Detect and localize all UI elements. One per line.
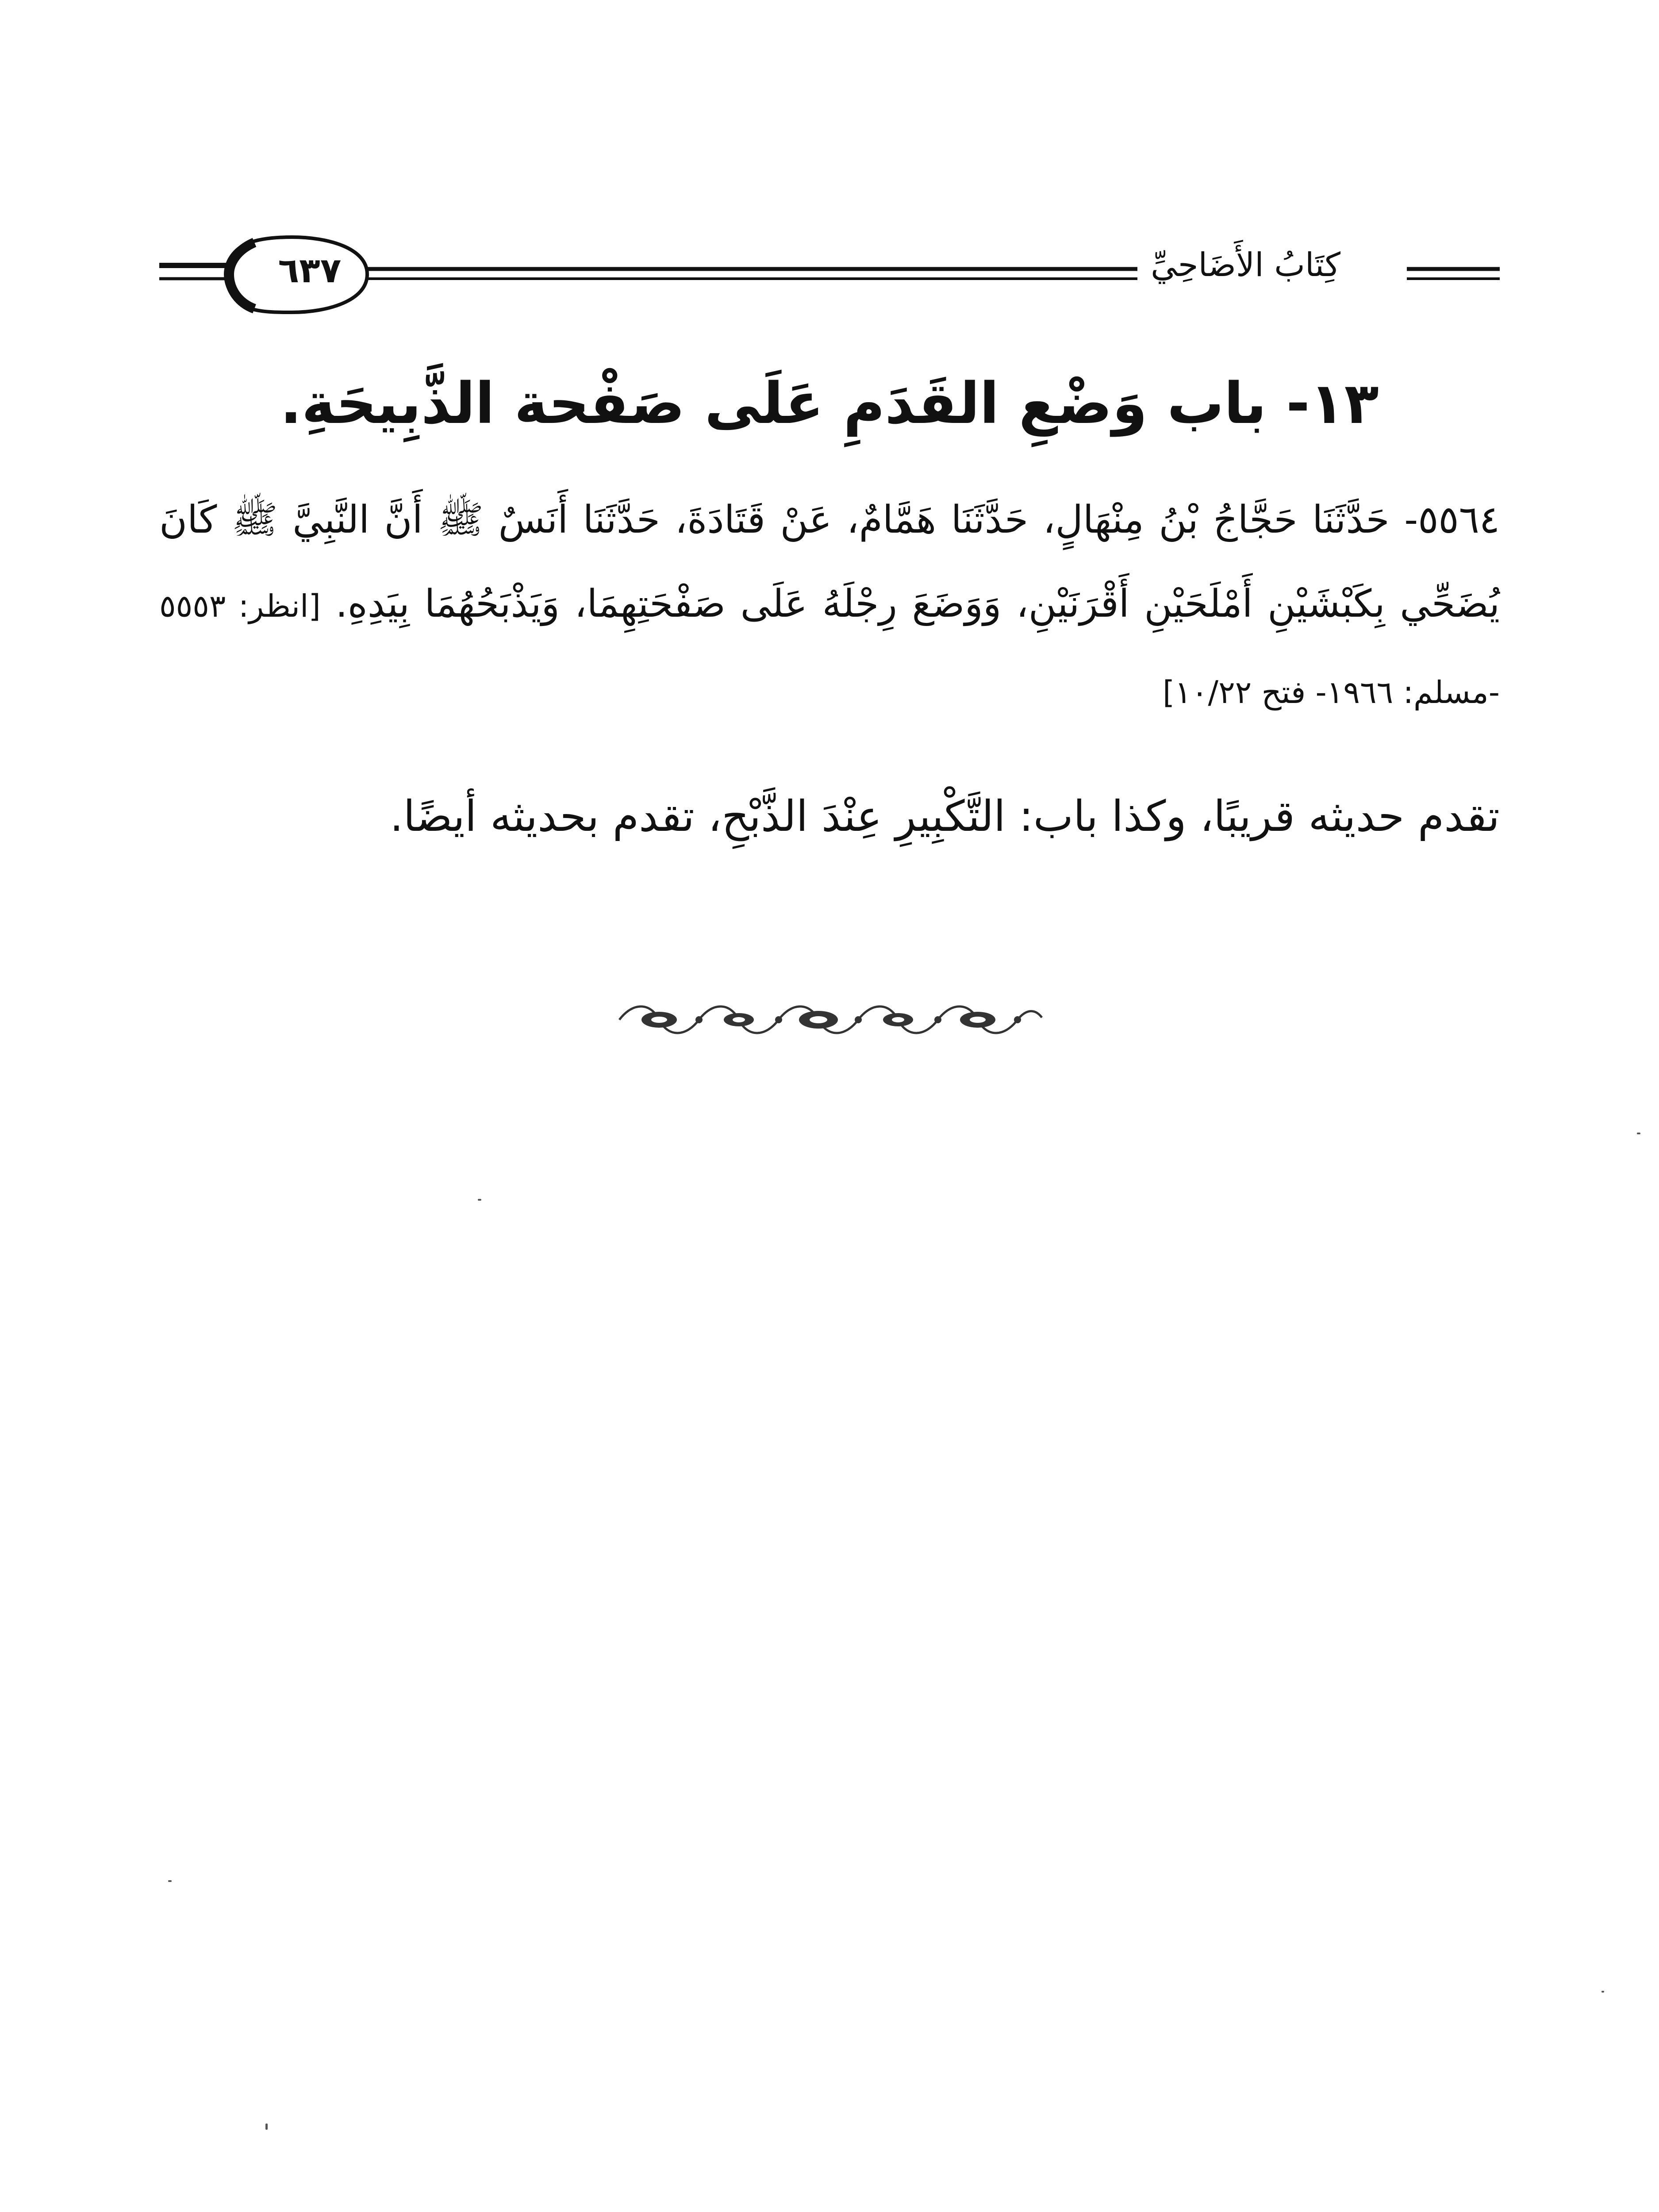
scan-speck bbox=[265, 2124, 268, 2130]
scan-speck bbox=[1601, 1991, 1604, 1993]
commentary-paragraph: تقدم حديثه قريبًا، وكذا باب: التَّكْبِيرِ عِنْدَ الذَّبْحِ، تقدم بحديثه أيضًا. bbox=[390, 791, 1500, 841]
chapter-heading: ١٣- باب وَضْعِ القَدَمِ عَلَى صَفْحة الذَّبِيحَةِ. bbox=[280, 371, 1379, 437]
scan-speck bbox=[168, 1880, 172, 1882]
floral-divider-icon bbox=[611, 993, 1048, 1046]
scan-speck bbox=[478, 1199, 481, 1201]
page-number: ٦٣٧ bbox=[278, 251, 342, 291]
scan-speck bbox=[1637, 1133, 1640, 1134]
page-header bbox=[159, 230, 1500, 319]
hadith-reference: [انظر: ٥٥٥٣ -مسلم: ١٩٦٦- فتح ١٠/٢٢] bbox=[159, 588, 1500, 710]
book-title: كِتَابُ الأَضَاحِيِّ bbox=[1137, 242, 1354, 288]
hadith-text: ٥٥٦٤- حَدَّثَنَا حَجَّاجُ بْنُ مِنْهَالٍ، حَدَّثَنَا هَمَّامٌ، عَنْ قَتَادَةَ، حَدَّثَنَا أَنَسٌ ﷺ أَنَّ النَّبِيَّ ﷺ كَانَ يُضَحِّي بِكَبْشَيْنِ أَمْلَحَيْنِ أَقْرَنَيْنِ، وَوَضَعَ رِجْلَهُ عَلَى صَفْحَتِهِمَا، وَيَذْبَحُهُمَا بِيَدِهِ. bbox=[159, 498, 1500, 626]
hadith-paragraph bbox=[159, 478, 1500, 734]
